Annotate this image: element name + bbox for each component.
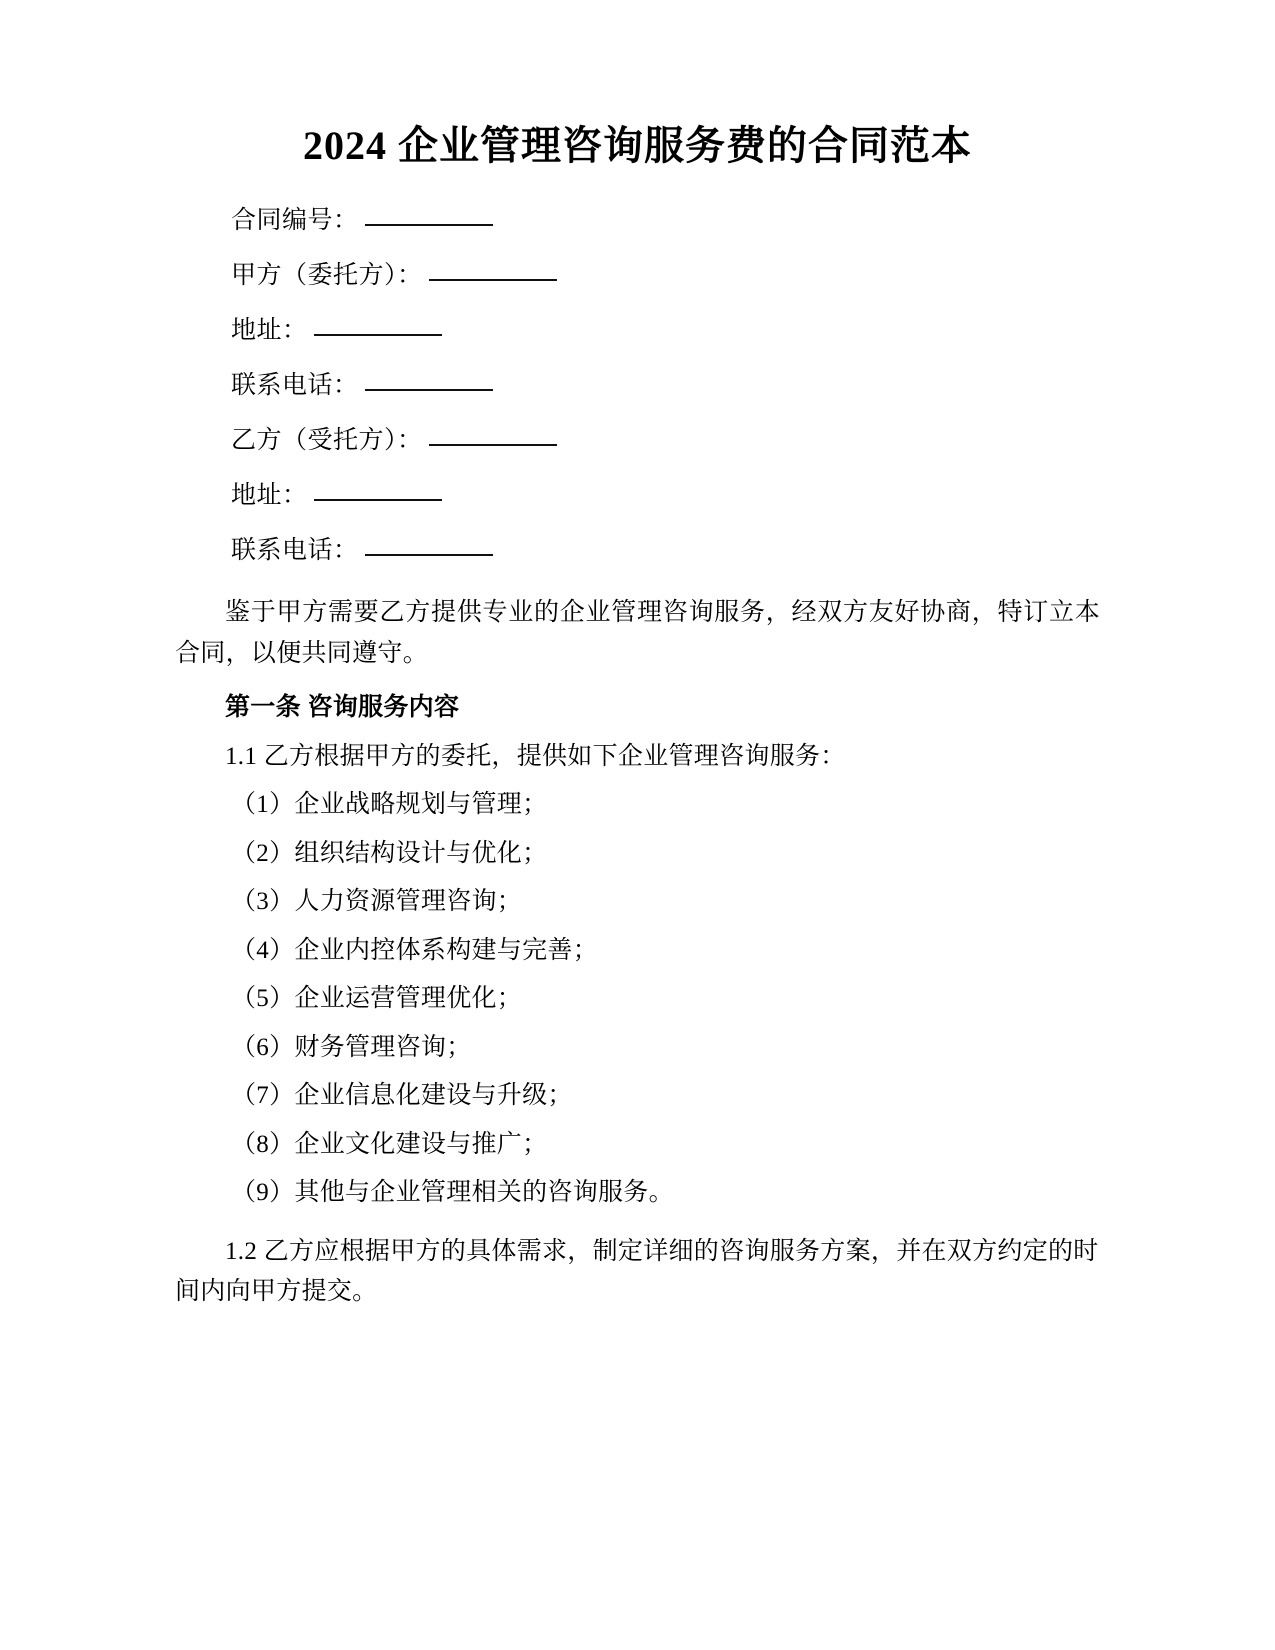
field-label: 乙方（受托方）：: [231, 427, 423, 454]
list-item: （3）人力资源管理咨询；: [231, 888, 523, 915]
field-label: 地址：: [231, 317, 308, 344]
clause-1-1: 1.1 乙方根据甲方的委托，提供如下企业管理咨询服务：: [225, 742, 846, 770]
field-label: 联系电话：: [231, 372, 359, 399]
field-party-a: [175, 263, 1100, 288]
blank-underline[interactable]: [365, 224, 493, 226]
list-item: （2）组织结构设计与优化；: [231, 839, 548, 867]
field-party-a-phone: [175, 373, 1100, 398]
clause-1-2: 1.2 乙方应根据甲方的具体需求，制定详细的咨询服务方案，并在双方约定的时间内向甲方提交。: [175, 1237, 1099, 1305]
field-label: 地址：: [231, 482, 308, 509]
preamble-paragraph: 鉴于甲方需要乙方提供专业的企业管理咨询服务，经双方友好协商，特订立本合同，以便共同遵守。: [175, 599, 1100, 667]
list-item: （4）企业内控体系构建与完善；: [231, 936, 599, 964]
field-party-b-phone: [175, 538, 1100, 563]
blank-underline[interactable]: [365, 554, 493, 556]
blank-underline[interactable]: [429, 444, 557, 446]
field-contract-number: [175, 208, 1100, 233]
field-label: 甲方（委托方）：: [231, 262, 423, 289]
list-item: （6）财务管理咨询；: [231, 1033, 472, 1061]
field-party-a-address: [175, 318, 1100, 343]
field-label: 联系电话：: [231, 537, 359, 564]
field-party-b-address: [175, 483, 1100, 508]
list-item: （7）企业信息化建设与升级；: [231, 1082, 573, 1109]
blank-underline[interactable]: [365, 389, 493, 391]
field-party-b: [175, 428, 1100, 453]
blank-underline[interactable]: [429, 279, 557, 281]
list-item: （9）其他与企业管理相关的咨询服务。: [231, 1179, 674, 1206]
page-title: 2024 企业管理咨询服务费的合同范本: [303, 123, 972, 168]
list-item: （1）企业战略规划与管理；: [231, 791, 548, 818]
section-heading-one: 第一条 咨询服务内容: [225, 694, 460, 721]
blank-underline[interactable]: [314, 334, 442, 336]
list-item: （8）企业文化建设与推广；: [231, 1130, 548, 1158]
field-label: 合同编号：: [231, 207, 359, 234]
list-item: （5）企业运营管理优化；: [231, 985, 523, 1012]
blank-underline[interactable]: [314, 499, 442, 501]
